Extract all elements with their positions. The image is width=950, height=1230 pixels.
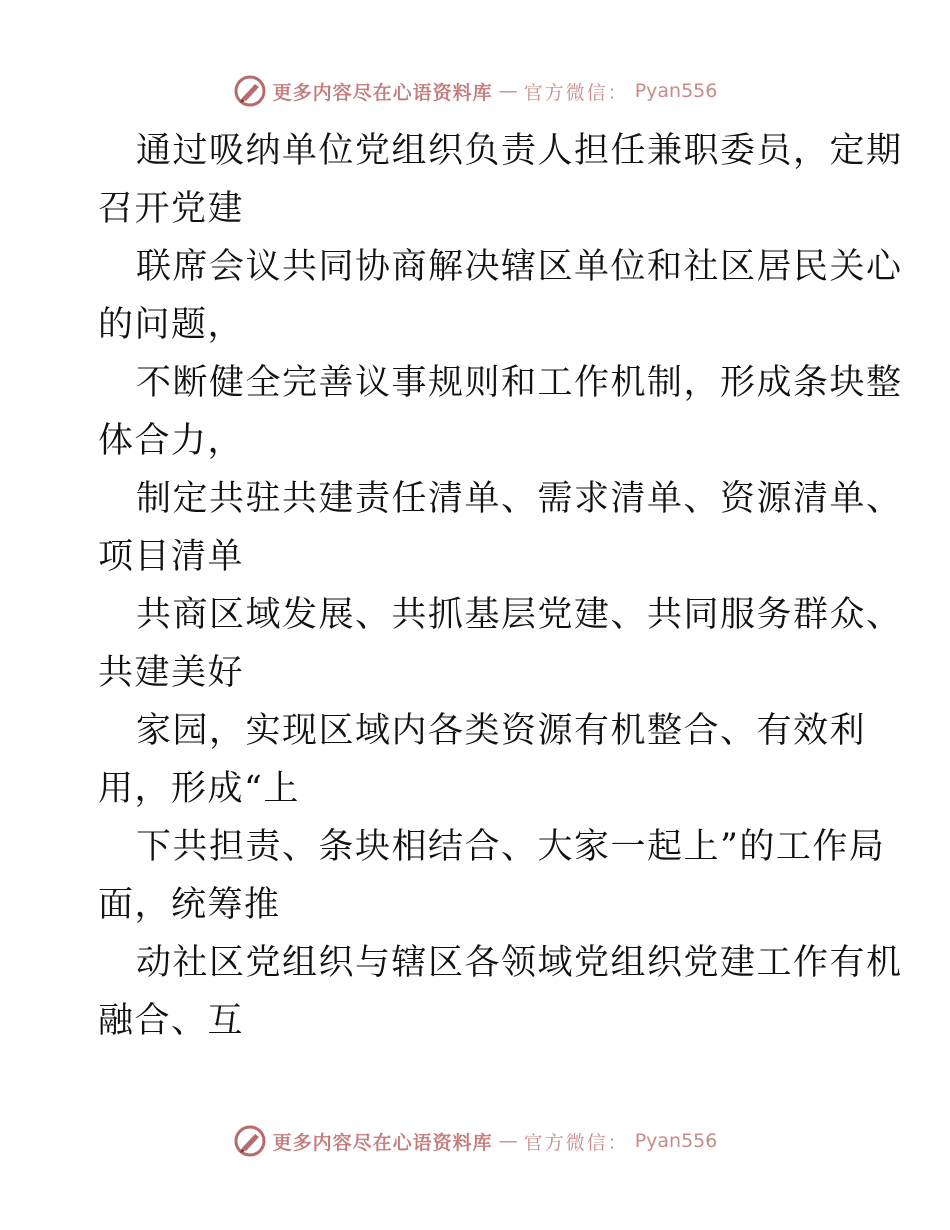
document-body xyxy=(98,122,903,1050)
watermark-label: 官方微信： xyxy=(523,81,629,104)
paragraph-line: 项目清单 xyxy=(98,537,245,577)
watermark-wechat-id: Pyan556 xyxy=(634,80,718,102)
paragraph xyxy=(98,586,903,702)
watermark-separator: — xyxy=(498,80,518,102)
paragraph xyxy=(98,470,903,586)
footer-watermark xyxy=(0,1124,950,1158)
paragraph-line: 的问题， xyxy=(98,305,245,345)
paragraph-line: 面，统筹推 xyxy=(98,885,281,925)
paragraph-line: 家园，实现区域内各类资源有机整合、有效利 xyxy=(136,711,867,751)
watermark-brand: 更多内容尽在心语资料库 xyxy=(272,81,493,104)
paragraph-line: 制定共驻共建责任清单、需求清单、资源清单、 xyxy=(136,479,903,519)
paragraph-line: 召开党建 xyxy=(98,189,245,229)
paragraph xyxy=(98,122,903,238)
paragraph-line: 联席会议共同协商解决辖区单位和社区居民关心 xyxy=(136,247,903,287)
header-watermark xyxy=(0,74,950,108)
paragraph-line: 共商区域发展、共抓基层党建、共同服务群众、 xyxy=(136,595,903,635)
paragraph xyxy=(98,238,903,354)
paragraph xyxy=(98,702,867,818)
watermark-label: 官方微信： xyxy=(523,1131,629,1154)
watermark-separator: — xyxy=(498,1130,518,1152)
paragraph-line: 融合、互 xyxy=(98,1001,245,1041)
paragraph-line: 用，形成“上 xyxy=(98,769,300,809)
paragraph-line: 通过吸纳单位党组织负责人担任兼职委员，定期 xyxy=(136,131,903,171)
paragraph-line: 共建美好 xyxy=(98,653,245,693)
paragraph xyxy=(98,818,886,934)
paragraph-line: 动社区党组织与辖区各领域党组织党建工作有机 xyxy=(136,943,903,983)
paragraph-line: 体合力， xyxy=(98,421,245,461)
paragraph-line: 不断健全完善议事规则和工作机制，形成条块整 xyxy=(136,363,903,403)
pen-logo-icon xyxy=(233,1124,267,1158)
watermark-brand: 更多内容尽在心语资料库 xyxy=(272,1131,493,1154)
paragraph xyxy=(98,934,903,1050)
watermark-wechat-id: Pyan556 xyxy=(634,1130,718,1152)
paragraph xyxy=(98,354,903,470)
paragraph-line: 下共担责、条块相结合、大家一起上”的工作局 xyxy=(136,827,886,867)
pen-logo-icon xyxy=(233,74,267,108)
